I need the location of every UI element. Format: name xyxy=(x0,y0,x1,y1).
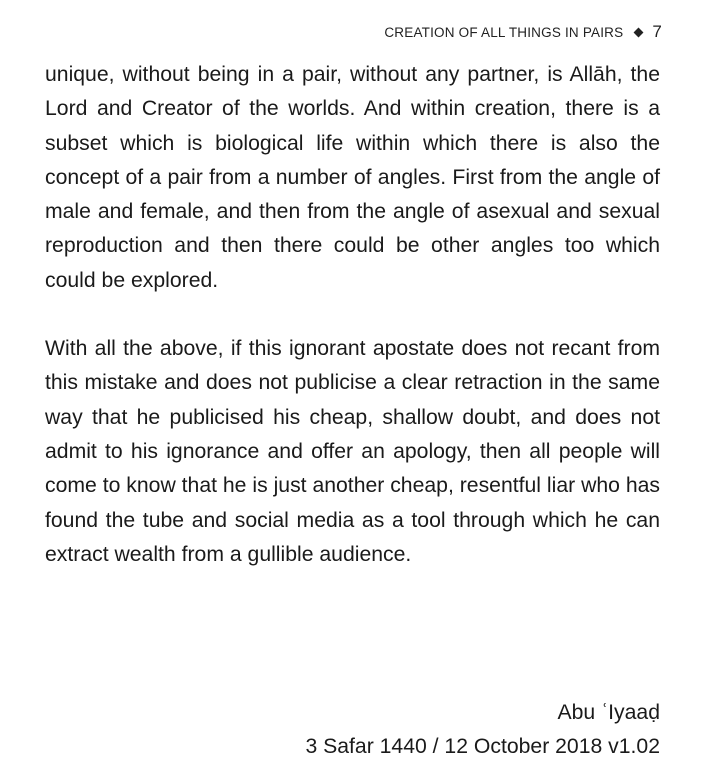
paragraph-2: With all the above, if this ignorant apostate does not recant from this mistake and does not publicise a clear retraction in the same way that he publicised his cheap, shallow doubt, and does not admit to his ignorance and offer an apology, then all people will come to know that he is just another cheap, resentful liar who has found the tube and social media as a tool through which he can extract wealth from a gullible audience. xyxy=(45,337,660,566)
diamond-separator-icon xyxy=(634,27,644,37)
author-name: Abu ʿIyaaḍ xyxy=(557,701,660,724)
body-text xyxy=(45,58,660,572)
signature-block xyxy=(305,696,660,765)
running-title: CREATION OF ALL THINGS IN PAIRS xyxy=(384,24,624,40)
paragraph-1: unique, without being in a pair, without any partner, is Allāh, the Lord and Creator of the worlds. And within creation, there is a subset which is biological life within which there is also the concept of a pair from a number of angles. First from the angle of male and female, and then from the angle of asexual and sexual reproduction and then there could be other angles too which could be explored. xyxy=(45,63,660,292)
page-number: 7 xyxy=(652,22,662,41)
running-header xyxy=(384,22,662,42)
date-version: 3 Safar 1440 / 12 October 2018 v1.02 xyxy=(305,735,660,759)
